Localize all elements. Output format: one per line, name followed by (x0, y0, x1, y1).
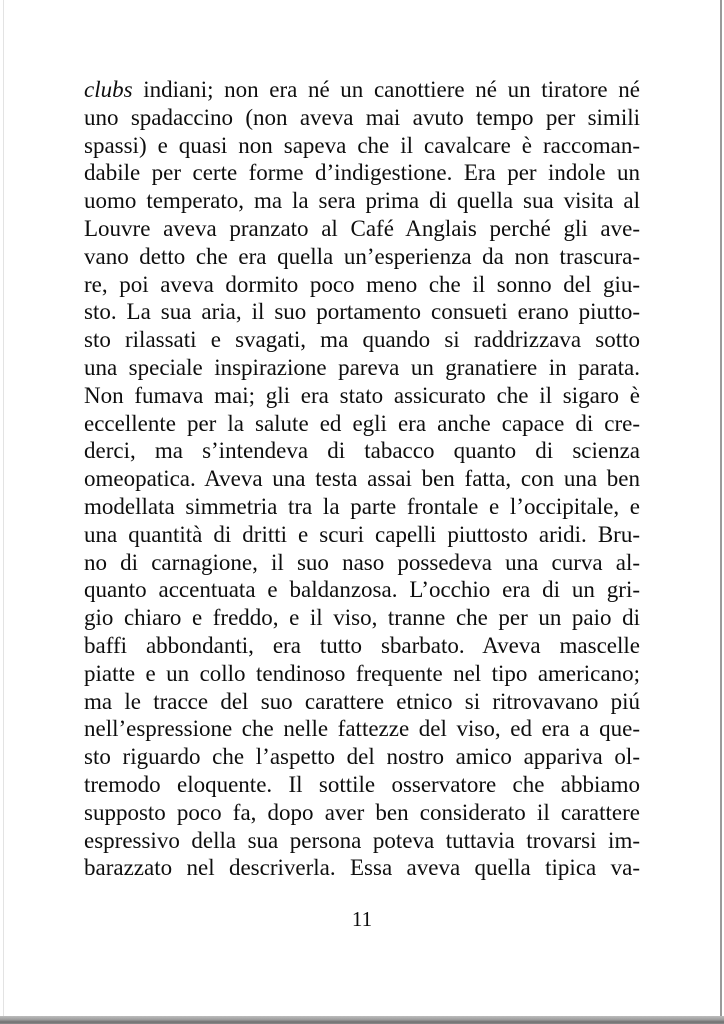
text-line: Non fumava mai; gli era stato assicurato che il sigaro è (84, 382, 640, 408)
page-edge-right (720, 0, 722, 1017)
text-line: ma le tracce del suo carattere etnico si ritrovavano piú (84, 688, 640, 714)
text-line: nell’espressione che nelle fattezze del viso, ed era a que- (84, 716, 640, 742)
text-line: supposto poco fa, dopo aver ben considerato il carattere (84, 799, 640, 825)
page-bottom-shadow (0, 1016, 724, 1024)
text-line: barazzato nel descriverla. Essa aveva quella tipica va- (84, 855, 640, 881)
text-line: vano detto che era quella un’esperienza da non trascura- (84, 243, 640, 269)
text-line: una quantità di dritti e scuri capelli piuttosto aridi. Bru- (84, 521, 640, 547)
text-line: piatte e un collo tendinoso frequente nel tipo americano; (84, 660, 640, 686)
text-line: gio chiaro e freddo, e il viso, tranne che per un paio di (84, 605, 640, 631)
page-number: 11 (351, 907, 373, 931)
text-line: Louvre aveva pranzato al Café Anglais perché gli ave- (84, 215, 640, 241)
page-edge-left (3, 0, 4, 1016)
text-line: quanto accentuata e baldanzosa. L’occhio era di un gri- (84, 577, 640, 603)
text-line: uno spadaccino (non aveva mai avuto tempo per simili (84, 104, 640, 130)
text-line: espressivo della sua persona poteva tuttavia trovarsi im- (84, 827, 640, 853)
text-line: re, poi aveva dormito poco meno che il sonno del giu- (84, 271, 640, 297)
text-line: una speciale inspirazione pareva un granatiere in parata. (84, 354, 640, 380)
text-line: uomo temperato, ma la sera prima di quella sua visita al (84, 188, 640, 214)
text-line: clubs indiani; non era né un canottiere né un tiratore né (84, 77, 640, 102)
text-line: derci, ma s’intendeva di tabacco quanto di scienza (84, 438, 640, 464)
text-line: dabile per certe forme d’indigestione. Era per indole un (84, 160, 640, 186)
text-line: sto. La sua aria, il suo portamento consueti erano piutto- (84, 299, 640, 325)
text-line: sto rilassati e svagati, ma quando si raddrizzava sotto (84, 327, 640, 353)
text-line: eccellente per la salute ed egli era anche capace di cre- (84, 410, 640, 436)
text-line: sto riguardo che l’aspetto del nostro amico appariva ol- (84, 744, 640, 770)
text-line: spassi) e quasi non sapeva che il cavalcare è raccoman- (84, 132, 640, 158)
text-line: modellata simmetria tra la parte frontale e l’occipitale, e (84, 493, 640, 519)
page-text (84, 76, 640, 882)
italic-word: clubs (84, 77, 133, 102)
text-line: no di carnagione, il suo naso possedeva una curva al- (84, 549, 640, 575)
text-line: omeopatica. Aveva una testa assai ben fatta, con una ben (84, 466, 640, 492)
text-line: tremodo eloquente. Il sottile osservatore che abbiamo (84, 771, 640, 797)
text-line: baffi abbondanti, era tutto sbarbato. Aveva mascelle (84, 632, 640, 658)
